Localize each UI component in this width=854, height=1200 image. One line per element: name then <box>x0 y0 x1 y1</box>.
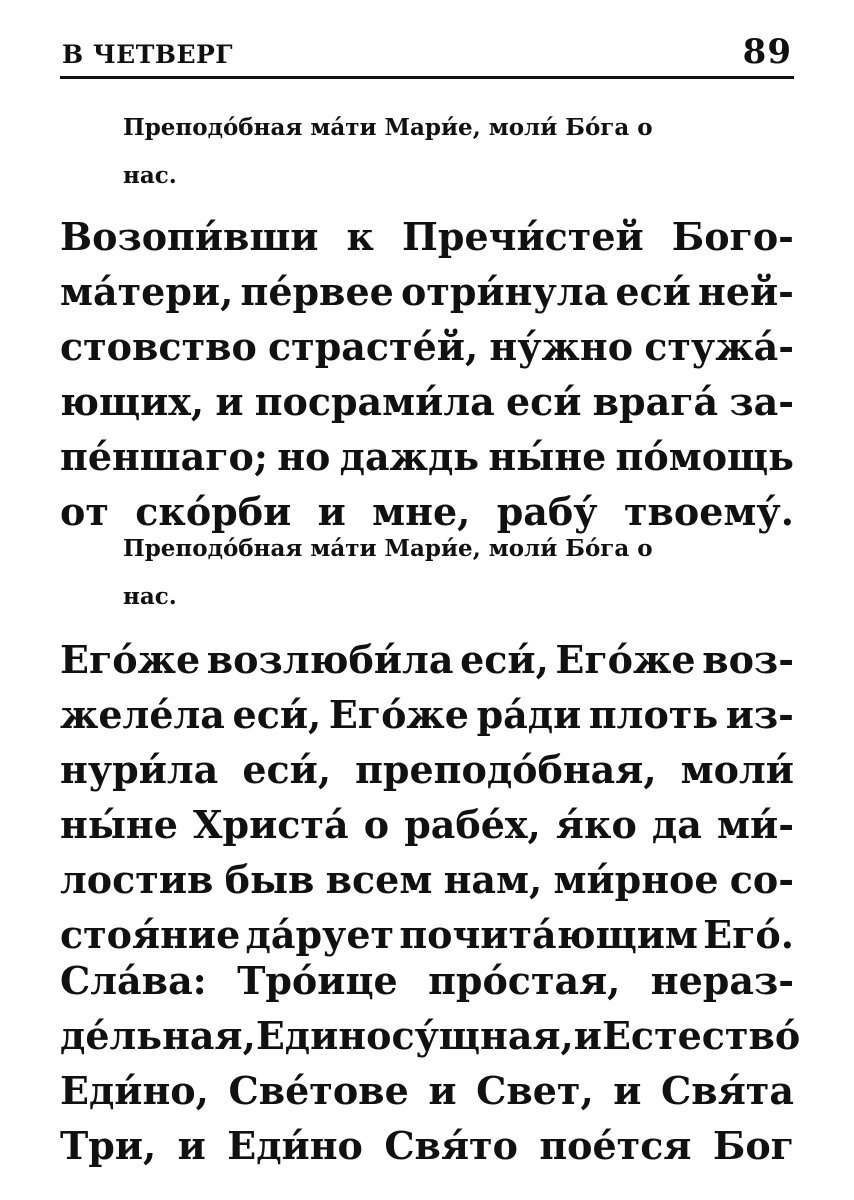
verse-1 <box>60 209 794 539</box>
verse-word: Его́же <box>328 692 469 737</box>
verse-word: Сла́ва: <box>60 958 207 1003</box>
verse-word: от <box>60 489 109 534</box>
verse-word: стужа́- <box>644 324 794 369</box>
verse-word: ну́жно <box>489 324 634 369</box>
running-header <box>60 28 794 79</box>
verse-word: Еди́но <box>227 1123 363 1168</box>
verse-line <box>60 209 794 264</box>
verse-word: Бог <box>712 1123 794 1168</box>
verse-word: и <box>317 489 346 534</box>
verse-line <box>60 742 794 797</box>
verse-word: страсте́й, <box>268 324 479 369</box>
verse-word: по́мощь <box>615 434 794 479</box>
verse-word: еси́ <box>615 269 691 314</box>
verse-word: мне, <box>372 489 471 534</box>
verse-word: и <box>573 1013 602 1058</box>
verse-word: Тро́ице <box>237 958 398 1003</box>
refrain-2 <box>123 525 794 621</box>
verse-word: возлюби́ла <box>206 637 454 682</box>
refrain-line: нас. <box>123 162 177 189</box>
verse-word: нури́ла <box>60 747 219 792</box>
verse-word: Три, <box>60 1123 157 1168</box>
verse-word: даждь <box>339 434 480 479</box>
verse-line <box>60 687 794 742</box>
verse-word: ма́тери, <box>60 269 234 314</box>
verse-line <box>60 264 794 319</box>
verse-word: со- <box>729 857 794 902</box>
verse-word: моли́ <box>680 747 794 792</box>
verse-word: Христа́ <box>193 802 349 847</box>
verse-word: я́ко <box>555 802 637 847</box>
verse-word: Естество́ <box>601 1013 801 1058</box>
verse-word: преподо́бная, <box>355 747 657 792</box>
verse-word: всем <box>325 857 433 902</box>
verse-word: Единосу́щная, <box>255 1013 574 1058</box>
verse-word: желе́ла <box>60 692 225 737</box>
verse-word: де́льная, <box>60 1013 256 1058</box>
verse-word: пое́тся <box>539 1123 692 1168</box>
verse-word: Свя́та <box>661 1068 794 1113</box>
verse-word: врага́ <box>592 379 719 424</box>
verse-word: воз- <box>702 637 794 682</box>
verse-word: ны́не <box>488 434 607 479</box>
verse-word: еси́, <box>232 692 322 737</box>
verse-word: еси́, <box>460 637 549 682</box>
refrain-1 <box>123 104 794 200</box>
verse-word: Его́же <box>60 637 201 682</box>
verse-word: стовство <box>60 324 257 369</box>
refrain-line: нас. <box>123 583 177 610</box>
verse-word: ней- <box>698 269 794 314</box>
verse-line <box>60 319 794 374</box>
verse-word: к <box>346 214 374 259</box>
verse-word: твоему́. <box>623 489 794 534</box>
verse-word: пе́ншаго; <box>60 434 268 479</box>
running-title: В ЧЕТВЕРГ <box>62 40 234 69</box>
verse-word: нераз- <box>650 958 794 1003</box>
verse-line <box>60 852 794 907</box>
verse-word: лостив <box>60 857 214 902</box>
refrain-line: Преподо́бная ма́ти Мари́е, моли́ Бо́га о <box>123 114 653 141</box>
verse-line <box>60 374 794 429</box>
verse-word: ми́рное <box>553 857 719 902</box>
verse-word: еси́ <box>505 379 582 424</box>
verse-word: Свя́то <box>384 1123 518 1168</box>
verse-word: Его́же <box>555 637 696 682</box>
verse-line <box>60 429 794 484</box>
verse-line <box>60 1118 794 1173</box>
verse-word: Пречи́стей <box>402 214 644 259</box>
verse-word: ны́не <box>60 802 178 847</box>
verse-word: Све́тове <box>228 1068 409 1113</box>
verse-word: Его́. <box>703 912 794 957</box>
verse-word: нам, <box>443 857 543 902</box>
verse-word: пе́рвее <box>240 269 394 314</box>
verse-word: отри́нула <box>400 269 609 314</box>
verse-word: и <box>613 1068 642 1113</box>
verse-2 <box>60 632 794 962</box>
verse-line <box>60 632 794 687</box>
verse-word: ра́ди <box>476 692 582 737</box>
verse-word: Еди́но, <box>60 1068 209 1113</box>
verse-word: но <box>277 434 331 479</box>
verse-word: да́рует <box>245 912 395 957</box>
verse-word: рабу́ <box>496 489 598 534</box>
verse-word: ющих, <box>60 379 205 424</box>
verse-word: плоть <box>588 692 719 737</box>
verse-word: почита́ющим <box>399 912 698 957</box>
verse-word: да <box>651 802 702 847</box>
refrain-line: Преподо́бная ма́ти Мари́е, моли́ Бо́га о <box>123 535 653 562</box>
verse-word: рабе́х, <box>404 802 541 847</box>
verse-word: за- <box>729 379 794 424</box>
verse-word: и <box>177 1123 206 1168</box>
verse-word: посрами́ла <box>254 379 495 424</box>
verse-line <box>60 953 794 1008</box>
verse-word: и <box>428 1068 457 1113</box>
verse-word: еси́, <box>242 747 332 792</box>
page-number: 89 <box>742 32 792 72</box>
verse-word: о <box>363 802 390 847</box>
verse-word: Свет, <box>476 1068 594 1113</box>
verse-word: ско́рби <box>135 489 292 534</box>
verse-word: Возопи́вши <box>60 214 319 259</box>
verse-word: стоя́ние <box>60 912 241 957</box>
verse-word: про́стая, <box>428 958 621 1003</box>
verse-word: Бого- <box>671 214 794 259</box>
verse-3 <box>60 953 801 1173</box>
verse-word: быв <box>224 857 315 902</box>
verse-word: и <box>215 379 244 424</box>
verse-line <box>60 1008 801 1063</box>
verse-word: из- <box>725 692 794 737</box>
verse-line <box>60 1063 794 1118</box>
verse-word: ми́- <box>717 802 794 847</box>
verse-line <box>60 797 794 852</box>
